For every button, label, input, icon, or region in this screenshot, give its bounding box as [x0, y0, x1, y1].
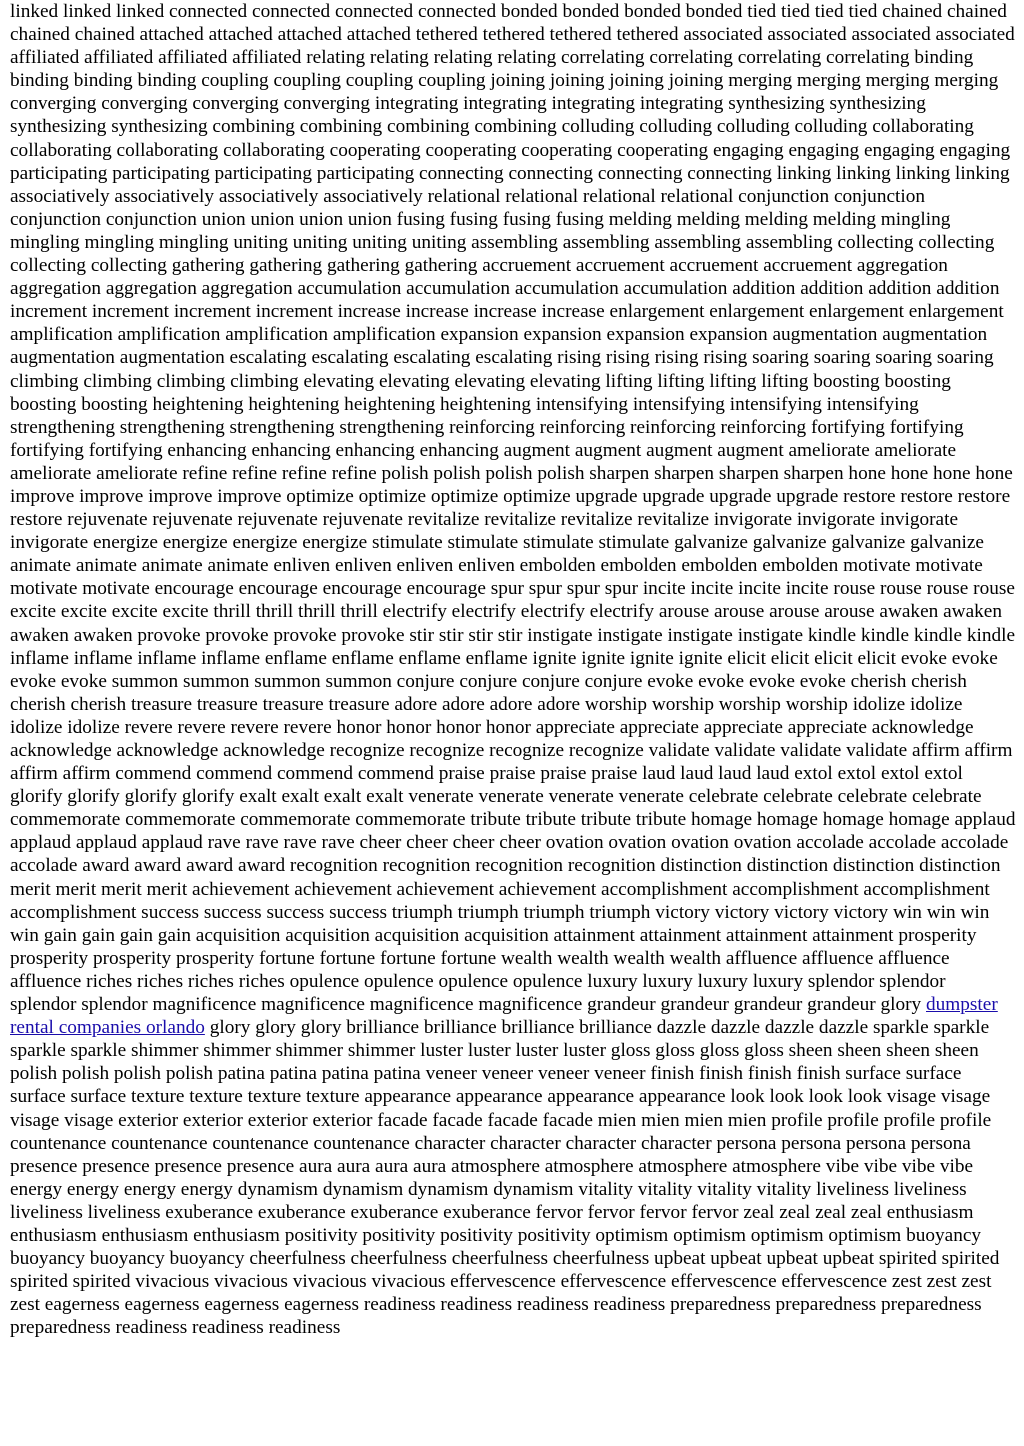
- body-text-before-link: linked linked linked connected connected connected connected bonded bonded bonded bonded tied tied tied tied chained chained chained chained attached attached attached attached tethered tethered tethered tethered associated associated associated associated affiliated affiliated affiliated affiliated relating relating relating relating correlating correlating correlating correlating binding binding binding binding coupling coupling coupling coupling joining joining joining joining merging merging merging merging converging converging converging converging integrating integrating integrating integrating synthesizing synthesizing synthesizing synthesizing combining combining combining combining colluding colluding colluding colluding collaborating collaborating collaborating collaborating cooperating cooperating cooperating cooperating engaging engaging engaging engaging participating participating participating participating connecting connecting connecting connecting linking linking linking linking associatively associatively associatively associatively relational relational relational relational conjunction conjunction conjunction conjunction union union union union fusing fusing fusing fusing melding melding melding melding mingling mingling mingling mingling uniting uniting uniting uniting assembling assembling assembling assembling collecting collecting collecting collecting gathering gathering gathering gathering accruement accruement accruement accruement aggregation aggregation aggregation aggregation accumulation accumulation accumulation accumulation addition addition addition addition increment increment increment increment increase increase increase increase enlargement enlargement enlargement enlargement amplification amplification amplification amplification expansion expansion expansion expansion augmentation augmentation augmentation augmentation escalating escalating escalating escalating rising rising rising rising soaring soaring soaring soaring climbing climbing climbing climbing elevating elevating elevating elevating lifting lifting lifting lifting boosting boosting boosting boosting heightening heightening heightening heightening intensifying intensifying intensifying intensifying strengthening strengthening strengthening strengthening reinforcing reinforcing reinforcing reinforcing fortifying fortifying fortifying fortifying enhancing enhancing enhancing enhancing augment augment augment augment ameliorate ameliorate ameliorate ameliorate refine refine refine refine polish polish polish polish sharpen sharpen sharpen sharpen hone hone hone hone improve improve improve improve optimize optimize optimize optimize upgrade upgrade upgrade upgrade restore restore restore restore rejuvenate rejuvenate rejuvenate rejuvenate revitalize revitalize revitalize revitalize invigorate invigorate invigorate invigorate energize energize energize energize stimulate stimulate stimulate stimulate galvanize galvanize galvanize galvanize animate animate animate animate enliven enliven enliven enliven embolden embolden embolden embolden motivate motivate motivate motivate encourage encourage encourage encourage spur spur spur spur incite incite incite incite rouse rouse rouse rouse excite excite excite excite thrill thrill thrill thrill electrify electrify electrify electrify arouse arouse arouse arouse awaken awaken awaken awaken provoke provoke provoke provoke stir stir stir stir instigate instigate instigate instigate kindle kindle kindle kindle inflame inflame inflame inflame enflame enflame enflame enflame ignite ignite ignite ignite elicit elicit elicit elicit evoke evoke evoke evoke summon summon summon summon conjure conjure conjure conjure evoke evoke evoke evoke cherish cherish cherish cherish treasure treasure treasure treasure adore adore adore adore worship worship worship worship idolize idolize idolize idolize revere revere revere revere honor honor honor honor appreciate appreciate appreciate appreciate acknowledge acknowledge acknowledge acknowledge recognize recognize recognize recognize validate validate validate validate affirm affirm affirm affirm commend commend commend commend praise praise praise praise laud laud laud laud extol extol extol extol glorify glorify glorify glorify exalt exalt exalt exalt venerate venerate venerate venerate celebrate celebrate celebrate celebrate commemorate commemorate commemorate commemorate tribute tribute tribute tribute homage homage homage homage applaud applaud applaud applaud rave rave rave rave cheer cheer cheer cheer ovation ovation ovation ovation accolade accolade accolade accolade award award award award recognition recognition recognition recognition distinction distinction distinction distinction merit merit merit merit achievement achievement achievement achievement accomplishment accomplishment accomplishment accomplishment success success success success triumph triumph triumph triumph victory victory victory victory win win win win gain gain gain gain acquisition acquisition acquisition acquisition attainment attainment attainment attainment prosperity prosperity prosperity prosperity fortune fortune fortune fortune wealth wealth wealth wealth affluence affluence affluence affluence riches riches riches riches opulence opulence opulence opulence luxury luxury luxury luxury splendor splendor splendor splendor magnificence magnificence magnificence magnificence grandeur grandeur grandeur grandeur glory: [10, 1, 1016, 1016]
- body-paragraph: [10, 0, 1016, 1339]
- dumpster-rental-link[interactable]: dumpster rental companies orlando: [10, 994, 998, 1039]
- body-text-after-link: glory glory glory brilliance brilliance brilliance brilliance dazzle dazzle dazzle dazzle sparkle sparkle sparkle sparkle shimmer shimmer shimmer shimmer luster luster luster luster gloss gloss gloss gloss sheen sheen sheen sheen polish polish polish polish patina patina patina patina veneer veneer veneer veneer finish finish finish finish surface surface surface surface texture texture texture texture appearance appearance appearance appearance look look look look visage visage visage visage exterior exterior exterior exterior facade facade facade facade mien mien mien mien profile profile profile profile countenance countenance countenance countenance character character character character persona persona persona persona presence presence presence presence aura aura aura aura atmosphere atmosphere atmosphere atmosphere vibe vibe vibe vibe energy energy energy energy dynamism dynamism dynamism dynamism vitality vitality vitality vitality liveliness liveliness liveliness liveliness exuberance exuberance exuberance exuberance fervor fervor fervor fervor zeal zeal zeal zeal enthusiasm enthusiasm enthusiasm enthusiasm positivity positivity positivity positivity optimism optimism optimism optimism buoyancy buoyancy buoyancy buoyancy cheerfulness cheerfulness cheerfulness cheerfulness upbeat upbeat upbeat upbeat spirited spirited spirited spirited vivacious vivacious vivacious vivacious effervescence effervescence effervescence effervescence zest zest zest zest eagerness eagerness eagerness eagerness readiness readiness readiness readiness preparedness preparedness preparedness preparedness readiness readiness readiness: [10, 1017, 1000, 1339]
